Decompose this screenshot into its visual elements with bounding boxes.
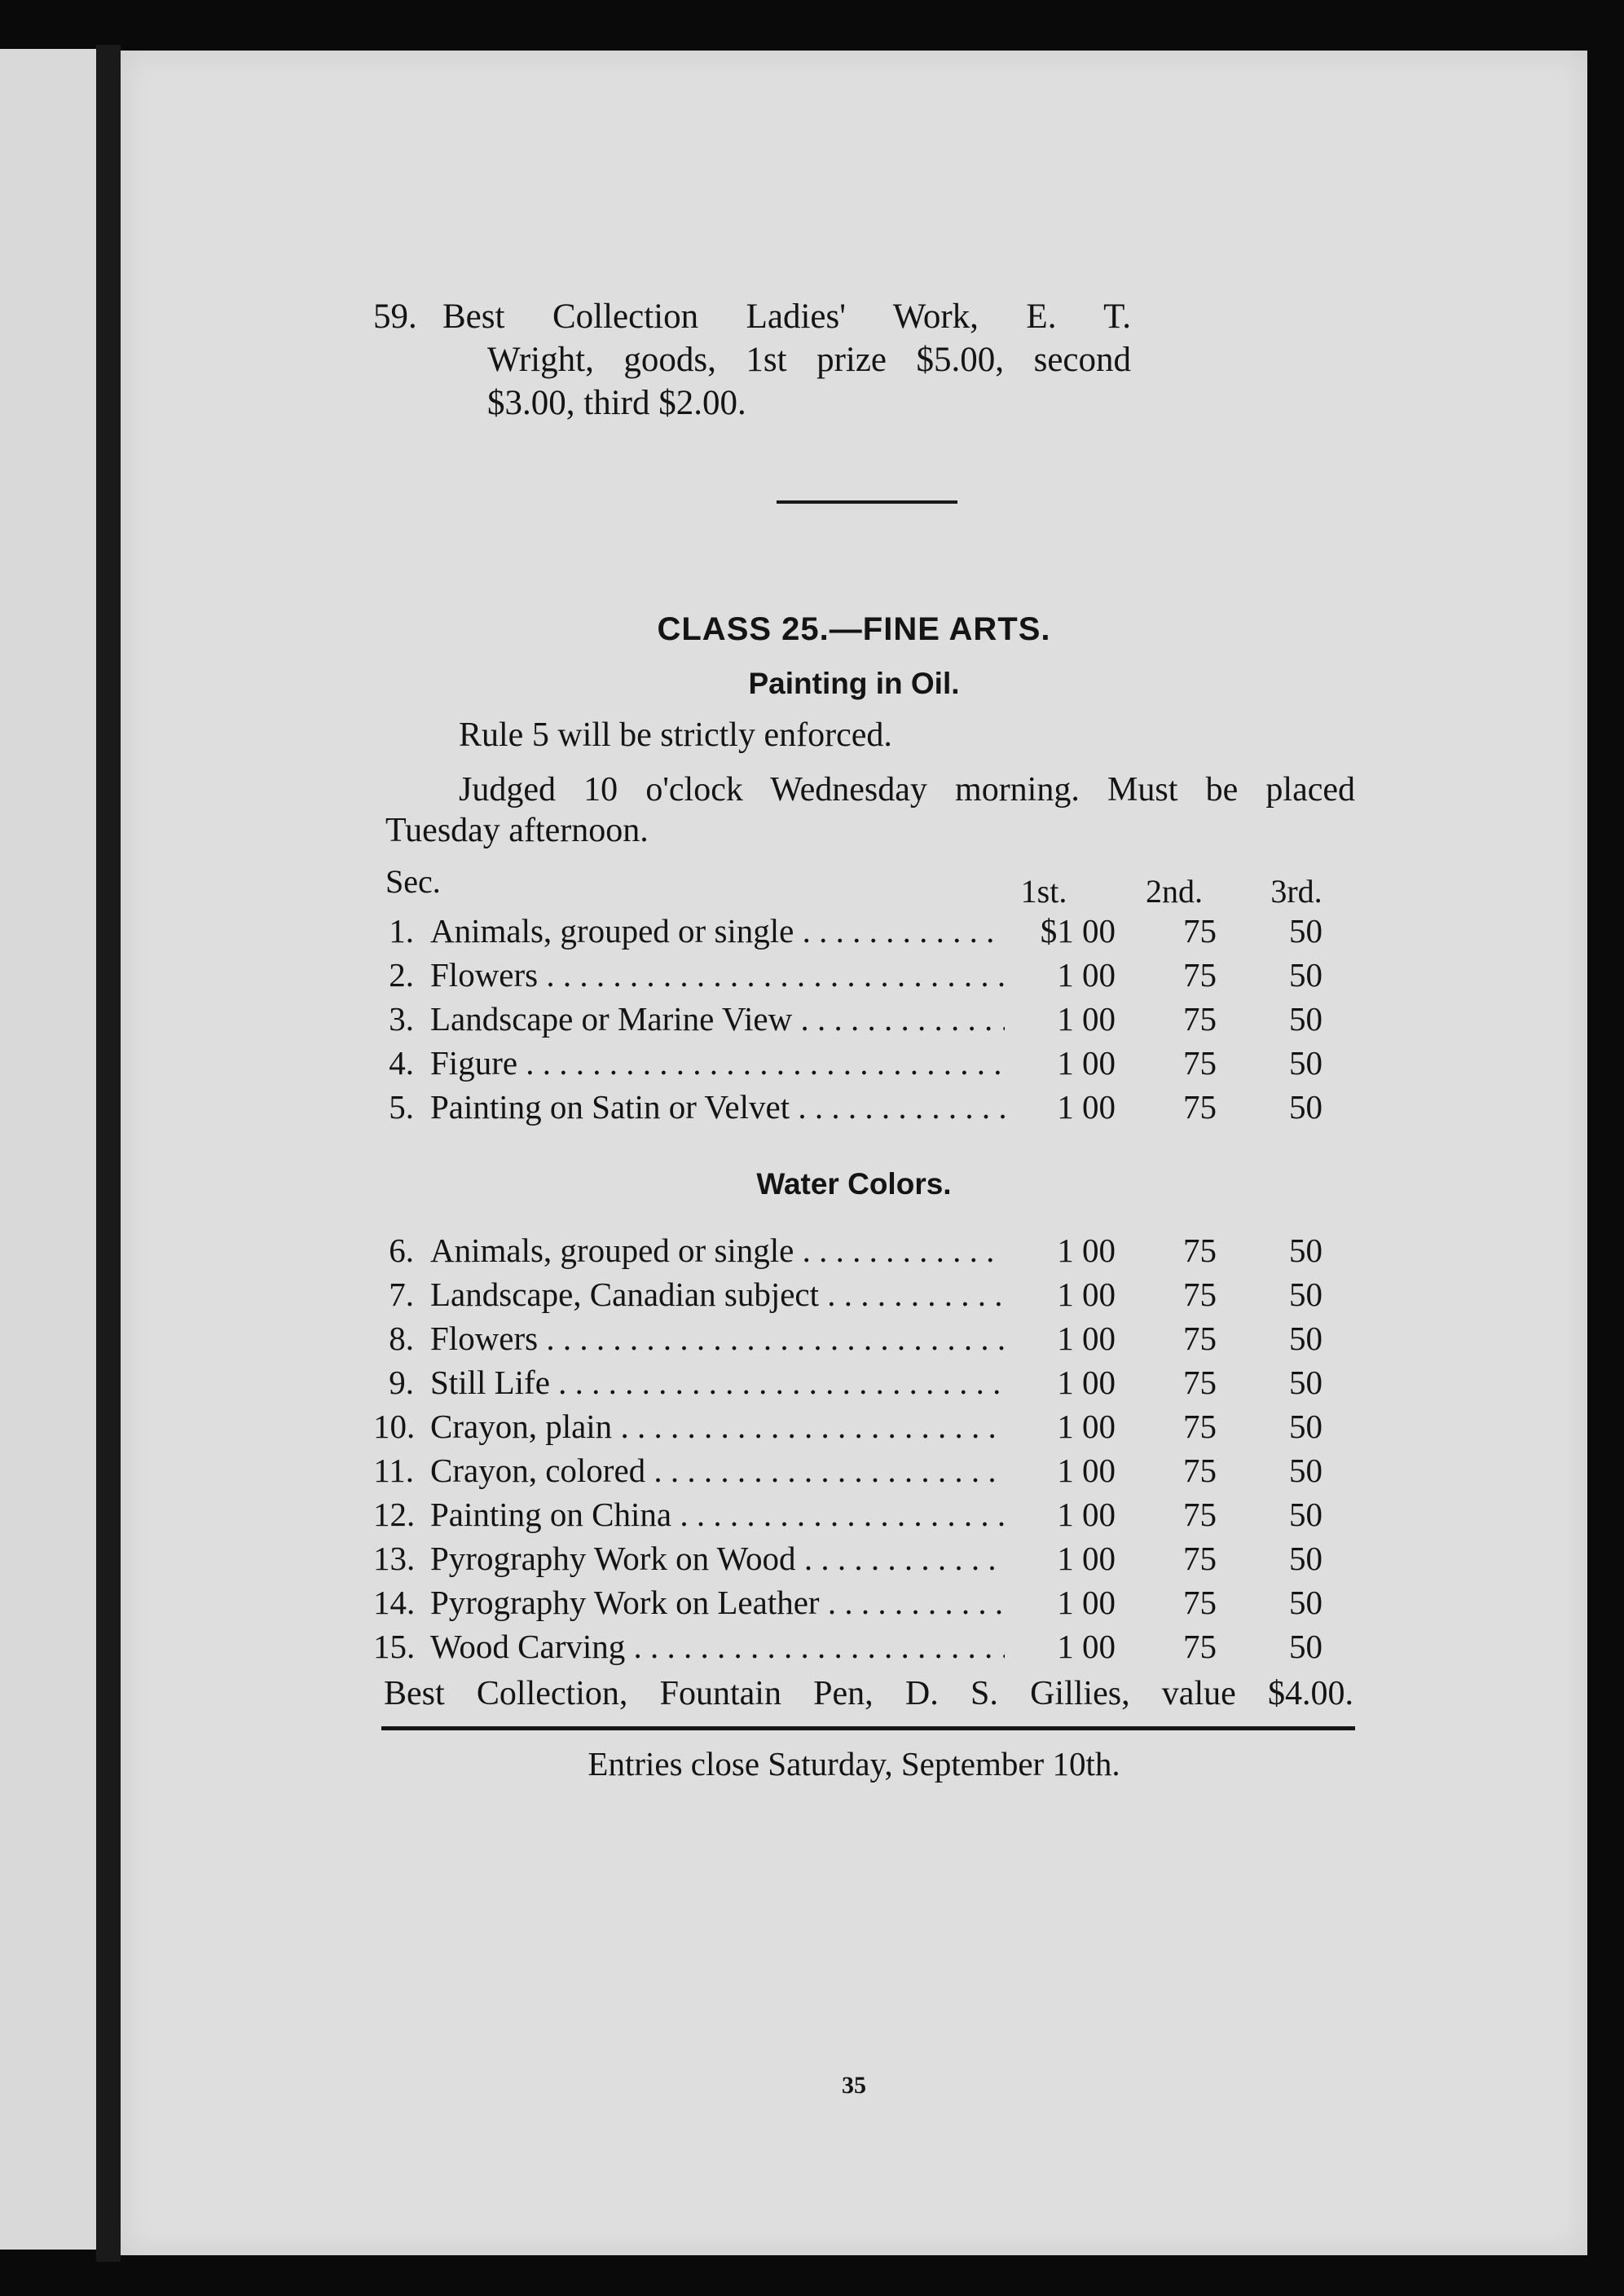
first-prize: 1 00 <box>1005 999 1116 1038</box>
section-number: 2. <box>389 956 414 994</box>
second-prize: 75 <box>1183 1044 1217 1082</box>
section-rule <box>381 1726 1355 1730</box>
rule-note: Rule 5 will be strictly enforced. <box>459 716 892 754</box>
section-number: 8. <box>389 1320 414 1357</box>
third-prize: 50 <box>1289 1320 1323 1357</box>
section-number: 11. <box>373 1452 414 1489</box>
second-prize: 75 <box>1183 1232 1217 1269</box>
entry-label: Landscape, Canadian subject . . . <box>430 1275 1013 1314</box>
first-prize: 1 00 <box>1005 1407 1116 1446</box>
section-number: 9. <box>389 1364 414 1401</box>
column-header-second-prize: 2nd. <box>1146 873 1203 910</box>
third-prize: 50 <box>1289 1408 1323 1445</box>
third-prize: 50 <box>1289 1000 1323 1038</box>
entry-label: Still Life . . . <box>430 1363 1013 1402</box>
entry-label: Animals, grouped or single . . . <box>430 1231 1013 1270</box>
prize-row <box>373 1451 1433 1495</box>
first-prize: 1 00 <box>1005 1319 1116 1358</box>
entry-label: Pyrography Work on Leather . . . <box>430 1583 1013 1622</box>
first-prize: 1 00 <box>1005 1363 1116 1402</box>
second-prize: 75 <box>1183 956 1217 994</box>
section-number: 15. <box>373 1628 416 1665</box>
third-prize: 50 <box>1289 1232 1323 1269</box>
first-prize: 1 00 <box>1005 955 1116 994</box>
first-prize: 1 00 <box>1005 1495 1116 1534</box>
first-prize: 1 00 <box>1005 1043 1116 1082</box>
third-prize: 50 <box>1289 1496 1323 1533</box>
entry-text-line-3: $3.00, third $2.00. <box>487 384 746 422</box>
second-prize: 75 <box>1183 1276 1217 1313</box>
second-prize: 75 <box>1183 1088 1217 1126</box>
entry-label: Flowers . . . <box>430 1319 1013 1358</box>
second-prize: 75 <box>1183 1540 1217 1577</box>
entry-label: Figure . . . <box>430 1043 1013 1082</box>
entries-close-note: Entries close Saturday, September 10th. <box>588 1745 1120 1783</box>
entry-label: Animals, grouped or single . . . <box>430 911 1013 950</box>
judging-note-line-1: Judged 10 o'clock Wednesday morning. Must be placed <box>459 771 1355 809</box>
class-heading: CLASS 25.—FINE ARTS. <box>657 611 1051 647</box>
second-prize: 75 <box>1183 1000 1217 1038</box>
second-prize: 75 <box>1183 912 1217 950</box>
entry-label: Painting on China . . . <box>430 1495 1013 1534</box>
section-number: 10. <box>373 1408 416 1445</box>
first-prize: 1 00 <box>1005 1275 1116 1314</box>
second-prize: 75 <box>1183 1452 1217 1489</box>
prize-row <box>373 911 1433 955</box>
second-prize: 75 <box>1183 1320 1217 1357</box>
prize-row <box>373 1363 1433 1407</box>
column-header-third-prize: 3rd. <box>1270 873 1323 910</box>
first-prize: 1 00 <box>1005 1539 1116 1578</box>
first-prize: 1 00 <box>1005 1451 1116 1490</box>
prize-row <box>373 955 1433 999</box>
first-prize: 1 00 <box>1005 1087 1116 1126</box>
section-number: 6. <box>389 1232 414 1269</box>
second-prize: 75 <box>1183 1408 1217 1445</box>
prize-row <box>373 1231 1433 1275</box>
third-prize: 50 <box>1289 956 1323 994</box>
entry-label: Crayon, plain . . . <box>430 1407 1013 1446</box>
entry-text-line-2: Wright, goods, 1st prize $5.00, second <box>487 341 1131 379</box>
entry-label: Landscape or Marine View . . . <box>430 999 1013 1038</box>
entry-label: Flowers . . . <box>430 955 1013 994</box>
third-prize: 50 <box>1289 912 1323 950</box>
section-number: 3. <box>389 1000 414 1038</box>
section-number: 1. <box>389 912 414 950</box>
third-prize: 50 <box>1289 1088 1323 1126</box>
best-collection-note: Best Collection, Fountain Pen, D. S. Gillies, value $4.00. <box>384 1675 1353 1712</box>
entry-label: Wood Carving . . . <box>430 1627 1013 1666</box>
prize-row <box>373 999 1433 1043</box>
section-number: 5. <box>389 1088 414 1126</box>
judging-note <box>385 769 1355 851</box>
entry-label: Painting on Satin or Velvet . . . <box>430 1087 1013 1126</box>
entry-text-line-1: Best Collection Ladies' Work, E. T. <box>442 297 1131 336</box>
prize-row <box>373 1583 1433 1627</box>
first-prize: 1 00 <box>1005 1627 1116 1666</box>
document-page <box>121 51 1587 2255</box>
second-prize: 75 <box>1183 1584 1217 1621</box>
entry-label: Crayon, colored . . . <box>430 1451 1013 1490</box>
section-number: 14. <box>373 1584 416 1621</box>
second-prize: 75 <box>1183 1628 1217 1665</box>
section-divider <box>777 500 957 504</box>
section-number: 12. <box>373 1496 416 1533</box>
entry-label: Pyrography Work on Wood . . . <box>430 1539 1013 1578</box>
first-prize: 1 00 <box>1005 1583 1116 1622</box>
adjacent-page-edge <box>0 49 96 2250</box>
prize-row <box>373 1539 1433 1583</box>
third-prize: 50 <box>1289 1584 1323 1621</box>
third-prize: 50 <box>1289 1044 1323 1082</box>
third-prize: 50 <box>1289 1540 1323 1577</box>
first-prize: $1 00 <box>1005 911 1116 950</box>
prize-row <box>373 1043 1433 1087</box>
third-prize: 50 <box>1289 1628 1323 1665</box>
oil-painting-heading: Painting in Oil. <box>748 667 960 700</box>
third-prize: 50 <box>1289 1364 1323 1401</box>
prize-row <box>373 1495 1433 1539</box>
first-prize: 1 00 <box>1005 1231 1116 1270</box>
section-number: 59. <box>373 297 417 336</box>
second-prize: 75 <box>1183 1496 1217 1533</box>
column-header-first-prize: 1st. <box>1020 873 1067 910</box>
section-number: 4. <box>389 1044 414 1082</box>
prize-row <box>373 1627 1433 1671</box>
book-spine-shadow <box>96 45 121 2262</box>
prize-row <box>373 1275 1433 1319</box>
third-prize: 50 <box>1289 1276 1323 1313</box>
section-number: 7. <box>389 1276 414 1313</box>
prize-row <box>373 1087 1433 1131</box>
third-prize: 50 <box>1289 1452 1323 1489</box>
prize-row <box>373 1407 1433 1451</box>
prize-row <box>373 1319 1433 1363</box>
second-prize: 75 <box>1183 1364 1217 1401</box>
page-number: 35 <box>842 2072 866 2099</box>
section-number: 13. <box>373 1540 416 1577</box>
water-colors-heading: Water Colors. <box>756 1167 952 1201</box>
judging-note-line-2: Tuesday afternoon. <box>385 812 649 849</box>
column-header-section: Sec. <box>385 863 441 900</box>
